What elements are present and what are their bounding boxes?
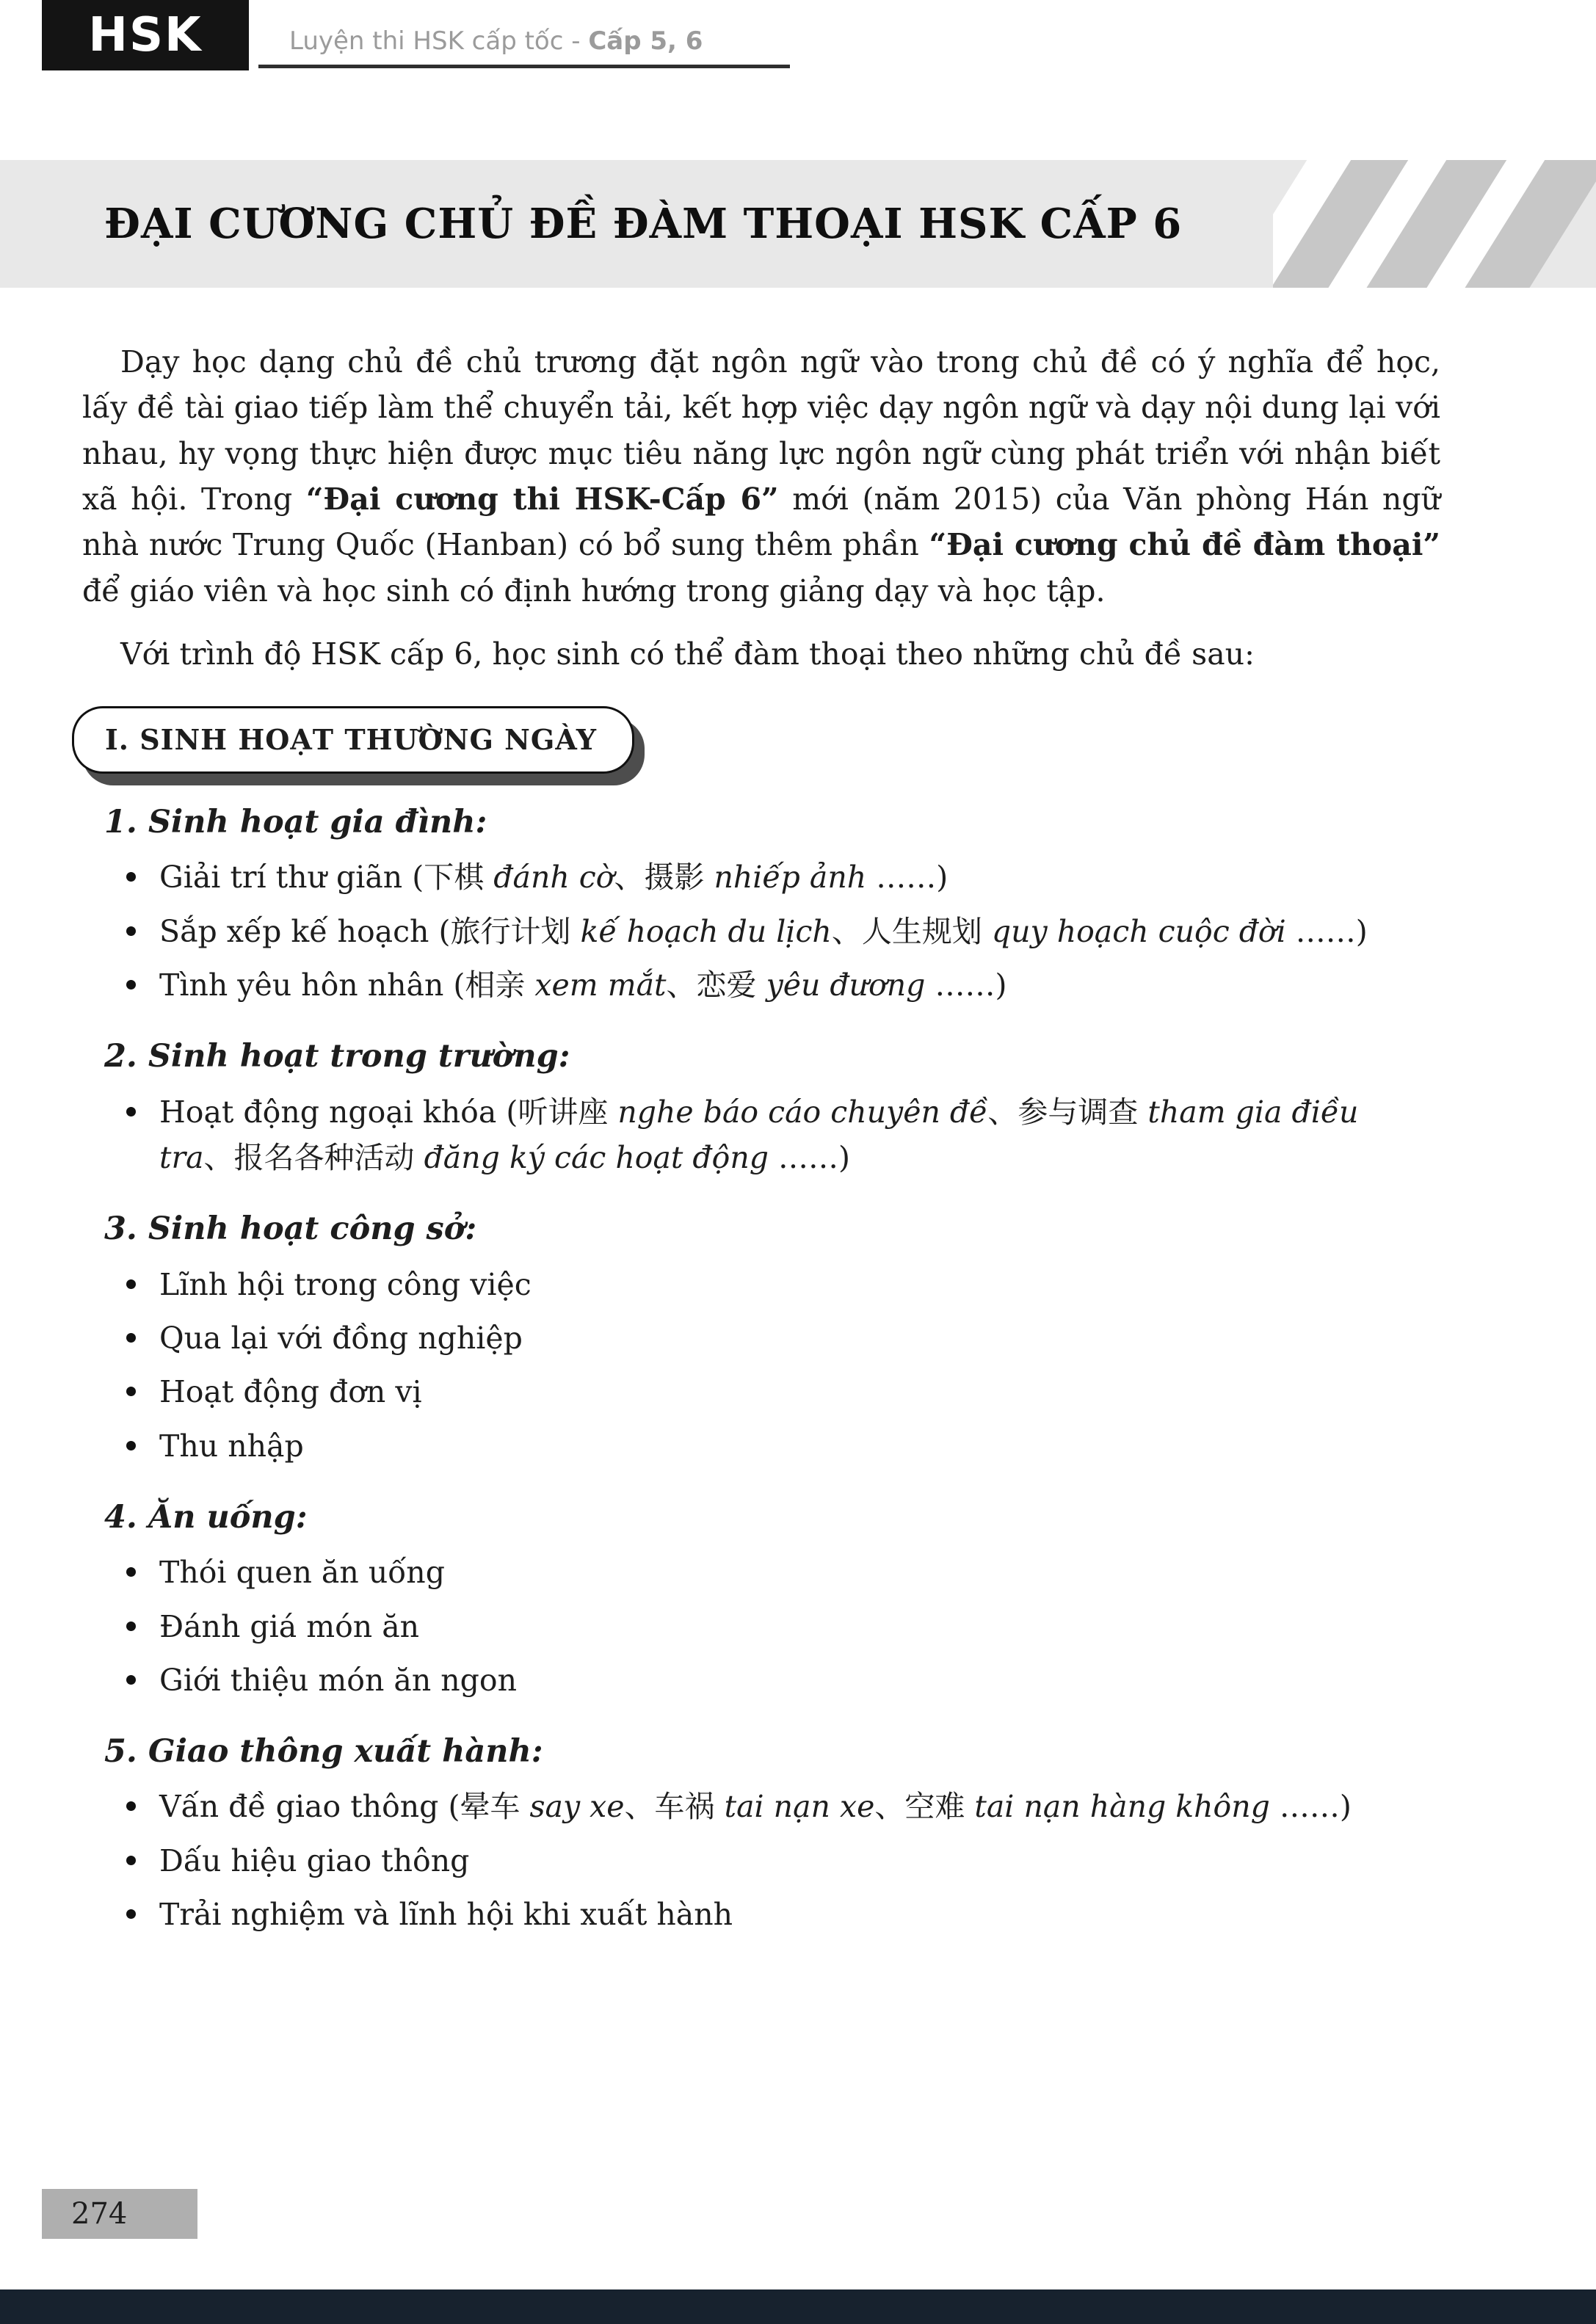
text-segment-vn: Giới thiệu món ăn ngon [159,1662,518,1698]
text-segment-it: quy hoạch cuộc đời [982,913,1296,949]
text-segment-vn: ……) [778,1139,851,1175]
text-segment-vn: ……) [935,967,1007,1003]
text-segment-it: đăng ký các hoạt động [414,1139,779,1175]
intro-paragraph-1 [82,339,1440,614]
list-item-text [159,1784,1440,1829]
text-segment-b: “Đại cương thi HSK-Cấp 6” [305,481,779,517]
bullet-icon [126,1909,136,1919]
text-segment-it: nghe báo cáo chuyên đề [608,1094,988,1130]
text-segment-zh: 听讲座 [518,1094,609,1130]
topic-item-list [126,1262,1440,1469]
text-segment-vn: Qua lại với đồng nghiệp [159,1320,523,1356]
text-segment-it: kế hoạch du lịch [570,913,832,949]
list-item [126,1604,1440,1649]
list-item-text [159,854,1440,900]
topic-group-heading: 3. Sinh hoạt công sở: [104,1210,477,1248]
list-item [126,1657,1440,1703]
topic-group-heading: 4. Ăn uống: [104,1498,308,1536]
list-item [126,962,1440,1008]
text-segment-vn: Trải nghiệm và lĩnh hội khi xuất hành [159,1897,733,1933]
list-item [126,909,1440,954]
bullet-icon [126,1333,136,1343]
text-segment-it: tai nạn xe [714,1789,875,1825]
bullet-icon [126,926,136,936]
list-item [126,1089,1440,1181]
page-number-box [42,2189,197,2239]
text-segment-vn: mới (năm 2015) của Văn phòng Hán ngữ nhà nước Trung Quốc (Hanban) có bổ sung thêm phần [82,481,1440,563]
text-segment-vn: Hoạt động ngoại khóa ( [159,1094,518,1130]
text-segment-vn: Đánh giá món ăn [159,1608,420,1644]
text-segment-vn: Thu nhập [159,1428,304,1464]
topic-group [82,1728,1440,1937]
list-item-text [159,1089,1440,1181]
banner-stripes-decoration [1273,160,1596,288]
topic-group-heading: 5. Giao thông xuất hành: [104,1733,543,1771]
list-item [126,1892,1440,1937]
text-segment-it: tham gia điều tra [159,1094,1359,1175]
text-segment-it: xem mắt [525,967,667,1003]
text-segment-zh: 、恋爱 [666,967,757,1003]
text-segment-vn: để giáo viên và học sinh có định hướng trong giảng dạy và học tập. [82,573,1106,609]
section-header-wrap [72,706,1440,774]
bullet-icon [126,1675,136,1685]
text-segment-it: say xe [520,1789,625,1825]
list-item-text [159,962,1440,1008]
list-item-text [159,1423,1440,1469]
list-item-text [159,1892,1440,1937]
bullet-icon [126,980,136,989]
hsk-logo-box [42,0,249,70]
running-header [289,26,703,56]
topic-group-heading: 1. Sinh hoạt gia đình: [104,803,487,840]
list-item-text [159,1838,1440,1884]
topic-group [82,1205,1440,1469]
list-item [126,1423,1440,1469]
text-segment-vn: Vấn đề giao thông ( [159,1789,460,1825]
topic-group [82,1033,1440,1180]
topic-item-list [126,1089,1440,1181]
list-item [126,1369,1440,1415]
text-segment-zh: 相亲 [465,967,526,1003]
list-item-text [159,909,1440,954]
topic-item-list [126,1784,1440,1937]
text-segment-vn: ……) [1279,1789,1352,1825]
topic-item-list [126,854,1440,1008]
bullet-icon [126,1387,136,1396]
text-segment-vn: ……) [876,860,948,896]
topic-group [82,799,1440,1008]
text-segment-it: đánh cờ [484,860,614,896]
list-item-text [159,1550,1440,1595]
list-item-text [159,1262,1440,1307]
text-segment-vn: Dạy học dạng chủ đề chủ trương đặt ngôn ngữ vào trong chủ đề có ý nghĩa để học, lấy đề tài giao tiếp làm thể chuyển tải, kết hợp việc dạy ngôn ngữ và dạy nội dung lại với nhau, hy vọng thực hiện được mục tiêu năng lực ngôn ngữ cùng phát triển với nhận biết xã hội. Trong [82,344,1440,517]
text-segment-vn: Giải trí thư giãn ( [159,860,424,896]
text-segment-vn: Tình yêu hôn nhân ( [159,967,465,1003]
topic-groups [82,799,1440,1937]
topic-group-heading: 2. Sinh hoạt trong trường: [104,1038,570,1075]
intro-paragraph-2: Với trình độ HSK cấp 6, học sinh có thể đàm thoại theo những chủ đề sau: [120,636,1255,672]
list-item-text [159,1369,1440,1415]
list-item [126,1550,1440,1595]
page-number: 274 [71,2197,128,2231]
section-header-pill: I. SINH HOẠT THƯỜNG NGÀY [72,706,634,774]
running-header-regular: Luyện thi HSK cấp tốc - [289,26,589,56]
list-item-text [159,1604,1440,1649]
text-segment-it: nhiếp ảnh [704,860,877,896]
text-segment-it: yêu đương [756,967,935,1003]
text-segment-zh: 、摄影 [614,860,705,896]
text-segment-zh: 、人生规划 [831,913,982,949]
text-segment-it: tai nạn hàng không [965,1789,1280,1825]
chapter-title: ĐẠI CƯƠNG CHỦ ĐỀ ĐÀM THOẠI HSK CẤP 6 [104,200,1183,248]
text-segment-vn: Dấu hiệu giao thông [159,1842,470,1878]
bullet-icon [126,1441,136,1450]
text-segment-zh: 、参与调查 [987,1094,1139,1130]
text-segment-zh: 下棋 [424,860,485,896]
list-item-text [159,1315,1440,1361]
text-segment-vn: Thói quen ăn uống [159,1555,445,1591]
text-segment-zh: 、报名各种活动 [203,1139,415,1175]
bullet-icon [126,872,136,882]
list-item [126,854,1440,900]
list-item [126,1315,1440,1361]
text-segment-vn: Hoạt động đơn vị [159,1374,422,1410]
topic-item-list [126,1550,1440,1703]
text-segment-b: “Đại cương chủ đề đàm thoại” [929,527,1440,563]
bullet-icon [126,1107,136,1116]
bullet-icon [126,1801,136,1811]
list-item [126,1784,1440,1829]
list-item [126,1262,1440,1307]
text-segment-zh: 旅行计划 [450,913,571,949]
bottom-bar-decoration [0,2289,1596,2324]
text-segment-zh: 、车祸 [624,1789,715,1825]
text-segment-vn: Sắp xếp kế hoạch ( [159,913,451,949]
bullet-icon [126,1279,136,1289]
list-item-text [159,1657,1440,1703]
hsk-logo-text: HSK [88,8,203,62]
topic-group [82,1494,1440,1703]
running-header-level: Cấp 5, 6 [588,26,703,56]
text-segment-zh: 晕车 [460,1789,520,1825]
chapter-title-banner [0,160,1596,288]
text-segment-zh: 、空难 [874,1789,965,1825]
bullet-icon [126,1567,136,1577]
text-segment-vn: Lĩnh hội trong công việc [159,1266,532,1302]
bullet-icon [126,1856,136,1865]
bullet-icon [126,1622,136,1631]
text-segment-vn: ……) [1295,913,1368,949]
list-item [126,1838,1440,1884]
header-divider [258,65,790,68]
page-content [0,288,1596,1945]
